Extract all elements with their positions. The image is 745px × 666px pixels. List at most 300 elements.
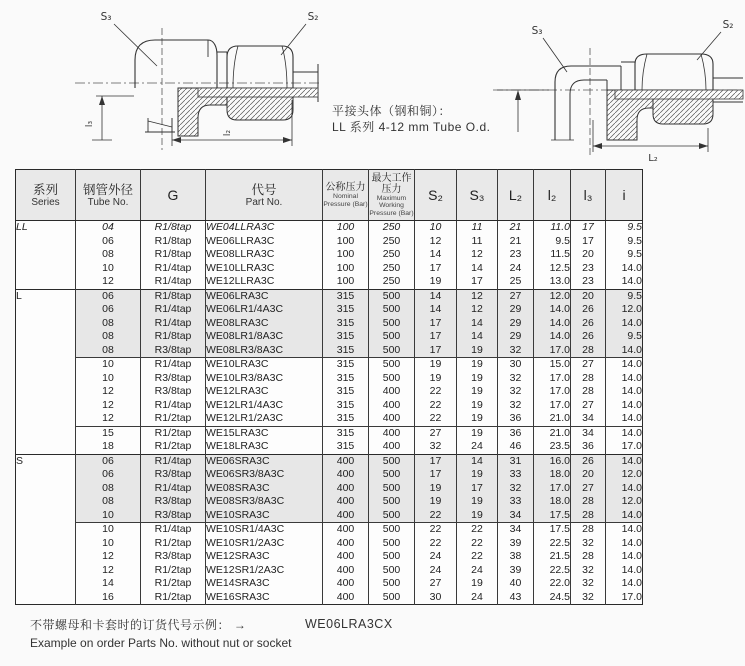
dim-l3-label: l₃ bbox=[85, 120, 95, 128]
table-cell: 500 bbox=[369, 537, 415, 551]
table-cell: 22.5 bbox=[534, 537, 571, 551]
table-cell: 19 bbox=[415, 372, 457, 386]
table-cell: 36 bbox=[498, 412, 534, 426]
table-cell: WE06SRA3C bbox=[206, 454, 323, 468]
table-cell: 22 bbox=[415, 509, 457, 523]
table-cell: 11 bbox=[457, 235, 498, 249]
table-cell: 12 bbox=[76, 399, 141, 413]
height-arrow-head bbox=[515, 90, 521, 100]
series-label: L bbox=[16, 289, 76, 454]
table-cell: 14.0 bbox=[621, 550, 642, 563]
table-cell: 18.0 bbox=[534, 495, 571, 509]
table-cell: 08 bbox=[76, 330, 141, 344]
table-row bbox=[16, 385, 643, 399]
table-cell: 15 bbox=[76, 426, 141, 440]
table-row bbox=[16, 591, 643, 605]
table-cell: 10 bbox=[76, 358, 141, 372]
table-cell: 36 bbox=[498, 426, 534, 440]
table-cell: 16.0 bbox=[534, 454, 571, 468]
table-cell: 100 bbox=[323, 262, 369, 276]
table-cell: 32 bbox=[571, 577, 606, 591]
table-cell: 14.0 bbox=[606, 358, 643, 372]
table-cell: 14 bbox=[415, 289, 457, 303]
table-cell: 14.0 bbox=[621, 412, 642, 425]
table-cell: 19 bbox=[457, 344, 498, 358]
table-cell: 500 bbox=[369, 358, 415, 372]
table-cell: 17.0 bbox=[621, 440, 642, 453]
table-cell: 14.0 bbox=[534, 317, 571, 331]
table-cell: WE04LLRA3C bbox=[206, 221, 323, 235]
table-cell: 06 bbox=[76, 289, 141, 303]
table-cell: 04 bbox=[76, 221, 141, 235]
table-cell: 11.5 bbox=[534, 248, 571, 262]
table-cell: 12 bbox=[457, 248, 498, 262]
table-cell: 19 bbox=[457, 385, 498, 399]
table-cell: 14 bbox=[457, 454, 498, 468]
table-cell: 19 bbox=[457, 399, 498, 413]
table-cell: 315 bbox=[323, 330, 369, 344]
table-row bbox=[16, 262, 643, 276]
nut-chamfer-lines bbox=[233, 46, 287, 88]
table-cell: R1/2tap bbox=[141, 426, 206, 440]
table-cell: 9.5 bbox=[606, 330, 643, 344]
table-cell: 22.0 bbox=[534, 577, 571, 591]
table-cell: 10 bbox=[76, 537, 141, 551]
table-cell: 43 bbox=[498, 591, 534, 605]
table-cell: R1/8tap bbox=[141, 235, 206, 249]
port-sketch bbox=[145, 118, 175, 132]
table-cell: 22 bbox=[415, 399, 457, 413]
table-cell: 34 bbox=[571, 426, 606, 440]
table-cell: 25 bbox=[498, 275, 534, 289]
table-cell: 400 bbox=[323, 454, 369, 468]
table-row bbox=[16, 235, 643, 249]
table-row bbox=[16, 468, 643, 482]
table-cell: 22 bbox=[415, 537, 457, 551]
header-l3: l₃ bbox=[571, 170, 606, 221]
table-cell: 14 bbox=[457, 330, 498, 344]
spec-table bbox=[15, 169, 643, 605]
table-cell: 30 bbox=[498, 358, 534, 372]
table-cell: 20 bbox=[571, 468, 606, 482]
table-cell: R3/8tap bbox=[141, 468, 206, 482]
table-cell: 12 bbox=[457, 303, 498, 317]
table-cell: 28 bbox=[571, 523, 606, 537]
table-cell: 32 bbox=[571, 591, 606, 605]
table-cell: 08 bbox=[76, 317, 141, 331]
table-cell: 31 bbox=[498, 454, 534, 468]
table-cell: WE14SRA3C bbox=[206, 577, 323, 591]
header-g: G bbox=[141, 170, 206, 221]
table-row bbox=[16, 523, 643, 537]
table-cell: 14.0 bbox=[621, 563, 642, 576]
table-cell: 20 bbox=[571, 289, 606, 303]
footer-cn-text: 不带螺母和卡套时的订货代号示例： bbox=[30, 618, 231, 632]
table-cell: 500 bbox=[369, 550, 415, 564]
table-cell: 24 bbox=[498, 262, 534, 276]
table-cell: R1/4tap bbox=[141, 454, 206, 468]
table-cell: R1/8tap bbox=[141, 289, 206, 303]
table-cell: 250 bbox=[369, 248, 415, 262]
table-cell: 250 bbox=[369, 275, 415, 289]
table-cell: 9.5 bbox=[606, 289, 643, 303]
table-cell: 23 bbox=[571, 262, 606, 276]
table-cell: 500 bbox=[369, 564, 415, 578]
tube-wall-hatch bbox=[615, 90, 743, 99]
table-cell: 19 bbox=[457, 509, 498, 523]
arrow-right-icon: → bbox=[233, 618, 247, 632]
table-cell: 315 bbox=[323, 317, 369, 331]
table-cell: 21.5 bbox=[534, 550, 571, 564]
table-row bbox=[16, 289, 643, 303]
table-cell: 26 bbox=[571, 454, 606, 468]
table-cell: 17 bbox=[415, 262, 457, 276]
table-cell: 32 bbox=[498, 399, 534, 413]
table-cell: 17 bbox=[571, 221, 606, 235]
table-cell: 500 bbox=[369, 482, 415, 496]
table-cell: 14.0 bbox=[621, 385, 642, 398]
table-cell: 400 bbox=[323, 537, 369, 551]
example-part-no: WE06LRA3CX bbox=[305, 617, 393, 631]
table-cell: 46 bbox=[498, 440, 534, 454]
table-cell: 08 bbox=[76, 344, 141, 358]
table-cell: 10 bbox=[76, 262, 141, 276]
table-cell: 500 bbox=[369, 344, 415, 358]
table-cell: 14 bbox=[457, 317, 498, 331]
header-s2: S₂ bbox=[415, 170, 457, 221]
table-cell: 23 bbox=[571, 275, 606, 289]
table-row bbox=[16, 344, 643, 358]
table-cell: R3/8tap bbox=[141, 550, 206, 564]
series-group-ll bbox=[16, 221, 643, 290]
nut-outline bbox=[635, 54, 713, 90]
table-cell: 33 bbox=[498, 495, 534, 509]
header-nominal-pressure: 公称压力 Nominal Pressure (Bar) bbox=[323, 170, 369, 221]
table-cell: 14.0 bbox=[606, 509, 643, 523]
table-cell: 24 bbox=[415, 564, 457, 578]
table-cell: 32 bbox=[498, 372, 534, 386]
table-row bbox=[16, 248, 643, 262]
elbow-tube-inner bbox=[570, 80, 607, 140]
table-cell: 9.5 bbox=[534, 235, 571, 249]
table-cell: 12 bbox=[76, 385, 141, 399]
table-cell: WE12LR1/2A3C bbox=[206, 412, 323, 426]
table-cell: 28 bbox=[571, 495, 606, 509]
table-cell: 315 bbox=[323, 344, 369, 358]
table-cell: 400 bbox=[323, 564, 369, 578]
series-group-l bbox=[16, 289, 643, 454]
table-cell: 21 bbox=[498, 235, 534, 249]
table-row bbox=[16, 509, 643, 523]
height-arrow-line bbox=[497, 90, 549, 132]
elbow-body-outline bbox=[135, 40, 217, 88]
table-cell: 08 bbox=[76, 482, 141, 496]
table-cell: 19 bbox=[415, 482, 457, 496]
elbow-fitting-drawing-left bbox=[70, 0, 340, 160]
table-cell: R3/8tap bbox=[141, 385, 206, 399]
table-cell: 22 bbox=[457, 523, 498, 537]
table-cell: 26 bbox=[571, 303, 606, 317]
table-cell: 500 bbox=[369, 372, 415, 386]
table-cell: 100 bbox=[323, 221, 369, 235]
table-cell: 27 bbox=[415, 577, 457, 591]
table-cell: 400 bbox=[369, 385, 415, 399]
table-cell: 12.0 bbox=[606, 468, 643, 482]
table-cell: 27 bbox=[415, 426, 457, 440]
table-cell: WE08LLRA3C bbox=[206, 248, 323, 262]
table-cell: 400 bbox=[323, 591, 369, 605]
table-cell: 500 bbox=[369, 330, 415, 344]
header-part-no: 代号 Part No. bbox=[206, 170, 323, 221]
table-cell: 250 bbox=[369, 221, 415, 235]
table-cell: 400 bbox=[323, 509, 369, 523]
dim-L2-arrow-right bbox=[699, 143, 708, 149]
table-cell: 21.0 bbox=[534, 426, 571, 440]
table-cell: 28 bbox=[571, 344, 606, 358]
table-cell: 32 bbox=[571, 564, 606, 578]
table-cell: 14.0 bbox=[606, 523, 643, 537]
table-cell: 12.0 bbox=[534, 289, 571, 303]
table-cell: R3/8tap bbox=[141, 509, 206, 523]
table-cell: WE12LR1/4A3C bbox=[206, 399, 323, 413]
table-cell: 06 bbox=[76, 468, 141, 482]
table-cell: 28 bbox=[571, 550, 606, 564]
table-cell: 12.0 bbox=[606, 303, 643, 317]
header-s3: S₃ bbox=[457, 170, 498, 221]
table-cell: 17.0 bbox=[534, 385, 571, 399]
table-cell: WE06LR1/4A3C bbox=[206, 303, 323, 317]
table-row bbox=[16, 537, 643, 551]
table-cell: 24 bbox=[457, 591, 498, 605]
table-cell: 315 bbox=[323, 358, 369, 372]
table-row bbox=[16, 303, 643, 317]
table-cell: 500 bbox=[369, 454, 415, 468]
table-cell: 30 bbox=[415, 591, 457, 605]
table-cell: 17.5 bbox=[534, 523, 571, 537]
table-cell: 250 bbox=[369, 262, 415, 276]
table-row bbox=[16, 482, 643, 496]
table-cell: 29 bbox=[498, 303, 534, 317]
table-row bbox=[16, 317, 643, 331]
table-cell: 39 bbox=[498, 537, 534, 551]
table-cell: 315 bbox=[323, 412, 369, 426]
table-cell: 17 bbox=[457, 482, 498, 496]
table-cell: 14 bbox=[457, 262, 498, 276]
s2-label: S₂ bbox=[307, 11, 319, 23]
table-cell: 28 bbox=[571, 509, 606, 523]
table-cell: 14 bbox=[76, 577, 141, 591]
table-cell: 100 bbox=[323, 275, 369, 289]
table-cell: 250 bbox=[369, 235, 415, 249]
s2-label: S₂ bbox=[722, 19, 734, 31]
table-cell: 14.0 bbox=[534, 303, 571, 317]
table-cell: 24.5 bbox=[534, 591, 571, 605]
table-header bbox=[16, 170, 643, 221]
table-cell: 22 bbox=[415, 412, 457, 426]
table-cell: 315 bbox=[323, 440, 369, 454]
table-cell: 400 bbox=[369, 440, 415, 454]
table-row bbox=[16, 426, 643, 440]
table-cell: 400 bbox=[323, 495, 369, 509]
table-cell: 24 bbox=[457, 440, 498, 454]
table-cell: WE08SRA3C bbox=[206, 482, 323, 496]
table-cell: 14.0 bbox=[606, 317, 643, 331]
table-cell: 28 bbox=[571, 385, 606, 399]
table-cell: WE12LRA3C bbox=[206, 385, 323, 399]
table-cell: 19 bbox=[457, 577, 498, 591]
table-cell: 17.0 bbox=[534, 482, 571, 496]
table-cell: 17 bbox=[415, 330, 457, 344]
table-cell: 500 bbox=[369, 468, 415, 482]
table-cell: 36 bbox=[571, 440, 606, 454]
table-cell: 27 bbox=[571, 399, 606, 413]
table-cell: R1/4tap bbox=[141, 303, 206, 317]
dim-l2-label: l₂ bbox=[223, 129, 233, 137]
table-cell: R1/4tap bbox=[141, 482, 206, 496]
table-cell: 14.0 bbox=[621, 536, 642, 549]
table-cell: WE18LRA3C bbox=[206, 440, 323, 454]
table-cell: WE10LR3/8A3C bbox=[206, 372, 323, 386]
table-cell: 32 bbox=[415, 440, 457, 454]
s3-label: S₃ bbox=[531, 25, 543, 37]
table-cell: 21 bbox=[498, 221, 534, 235]
table-cell: 500 bbox=[369, 509, 415, 523]
dim-L2-arrow-left bbox=[593, 143, 602, 149]
table-cell: 12 bbox=[415, 235, 457, 249]
table-cell: 400 bbox=[369, 399, 415, 413]
table-row bbox=[16, 412, 643, 426]
table-cell: R1/4tap bbox=[141, 262, 206, 276]
table-cell: WE10SRA3C bbox=[206, 509, 323, 523]
table-cell: 500 bbox=[369, 289, 415, 303]
table-cell: 23 bbox=[498, 248, 534, 262]
table-cell: 24 bbox=[457, 564, 498, 578]
table-cell: 400 bbox=[369, 412, 415, 426]
table-cell: 12.5 bbox=[534, 262, 571, 276]
table-cell: 17 bbox=[457, 275, 498, 289]
table-cell: 400 bbox=[323, 550, 369, 564]
table-cell: 14.0 bbox=[621, 577, 642, 590]
table-cell: R1/4tap bbox=[141, 275, 206, 289]
table-cell: R3/8tap bbox=[141, 372, 206, 386]
table-cell: 14.0 bbox=[621, 275, 642, 288]
table-cell: 500 bbox=[369, 523, 415, 537]
table-cell: 14.0 bbox=[606, 344, 643, 358]
table-cell: R1/2tap bbox=[141, 412, 206, 426]
table-row bbox=[16, 372, 643, 386]
table-row bbox=[16, 399, 643, 413]
table-cell: 18 bbox=[76, 440, 141, 454]
table-cell: R1/4tap bbox=[141, 317, 206, 331]
table-cell: 11 bbox=[457, 221, 498, 235]
table-cell: 22.5 bbox=[534, 564, 571, 578]
nut-chamfer-lines bbox=[642, 54, 706, 90]
table-cell: 10 bbox=[76, 523, 141, 537]
table-cell: 26 bbox=[571, 317, 606, 331]
table-cell: R1/4tap bbox=[141, 399, 206, 413]
footer-line2: Example on order Parts No. without nut or socket bbox=[30, 636, 292, 650]
table-cell: 32 bbox=[571, 537, 606, 551]
table-cell: 12 bbox=[76, 412, 141, 426]
table-cell: 9.5 bbox=[627, 234, 642, 247]
table-cell: 9.5 bbox=[606, 221, 643, 235]
table-cell: WE10SR1/4A3C bbox=[206, 523, 323, 537]
table-cell: 315 bbox=[323, 426, 369, 440]
table-cell: 06 bbox=[76, 454, 141, 468]
table-cell: R1/2tap bbox=[141, 591, 206, 605]
table-cell: 500 bbox=[369, 591, 415, 605]
table-cell: 12 bbox=[76, 550, 141, 564]
table-cell: 12.0 bbox=[606, 495, 643, 509]
table-cell: 21.0 bbox=[534, 412, 571, 426]
table-cell: 19 bbox=[457, 372, 498, 386]
table-cell: 14.0 bbox=[621, 261, 642, 274]
dim-l3-line bbox=[92, 96, 134, 140]
table-cell: 19 bbox=[457, 412, 498, 426]
table-cell: 32 bbox=[498, 482, 534, 496]
table-cell: 400 bbox=[323, 523, 369, 537]
table-cell: 17.0 bbox=[534, 344, 571, 358]
table-cell: 17 bbox=[415, 344, 457, 358]
table-cell: 13.0 bbox=[534, 275, 571, 289]
table-cell: WE12LLRA3C bbox=[206, 275, 323, 289]
table-cell: R1/2tap bbox=[141, 577, 206, 591]
table-cell: 500 bbox=[369, 303, 415, 317]
table-cell: 26 bbox=[571, 330, 606, 344]
table-cell: 06 bbox=[76, 235, 141, 249]
dim-l2-arrow-left bbox=[172, 137, 181, 143]
header-max-pressure: 最大工作压力 Maximum Working Pressure (Bar) bbox=[369, 170, 415, 221]
table-cell: 33 bbox=[498, 468, 534, 482]
table-cell: 34 bbox=[498, 509, 534, 523]
note-line1: 平接头体（钢和铜）： bbox=[332, 104, 452, 118]
table-row bbox=[16, 275, 643, 289]
table-row bbox=[16, 550, 643, 564]
table-cell: 15.0 bbox=[534, 358, 571, 372]
dim-l2-arrow-right bbox=[283, 137, 292, 143]
table-cell: 34 bbox=[498, 523, 534, 537]
table-cell: 38 bbox=[498, 550, 534, 564]
table-cell: 06 bbox=[76, 303, 141, 317]
table-cell: 315 bbox=[323, 385, 369, 399]
table-cell: 14 bbox=[415, 248, 457, 262]
table-cell: 14 bbox=[415, 303, 457, 317]
table-cell: 500 bbox=[369, 577, 415, 591]
table-cell: 08 bbox=[76, 248, 141, 262]
table-cell: 19 bbox=[457, 358, 498, 372]
table-row bbox=[16, 454, 643, 468]
table-row bbox=[16, 577, 643, 591]
table-cell: 17 bbox=[415, 317, 457, 331]
table-cell: 20 bbox=[571, 248, 606, 262]
table-cell: WE08LRA3C bbox=[206, 317, 323, 331]
table-cell: 14.0 bbox=[534, 330, 571, 344]
table-cell: 27 bbox=[571, 358, 606, 372]
header-series: 系列 Series bbox=[16, 170, 76, 221]
table-cell: 29 bbox=[498, 317, 534, 331]
table-cell: WE08LR1/8A3C bbox=[206, 330, 323, 344]
table-cell: WE12SR1/2A3C bbox=[206, 564, 323, 578]
table-cell: 11.0 bbox=[534, 221, 571, 235]
table-cell: WE06SR3/8A3C bbox=[206, 468, 323, 482]
header-i: i bbox=[606, 170, 643, 221]
table-cell: 12 bbox=[457, 289, 498, 303]
table-cell: 17 bbox=[415, 454, 457, 468]
table-cell: 40 bbox=[498, 577, 534, 591]
table-cell: 08 bbox=[76, 495, 141, 509]
table-cell: 100 bbox=[323, 248, 369, 262]
table-cell: 12 bbox=[76, 564, 141, 578]
